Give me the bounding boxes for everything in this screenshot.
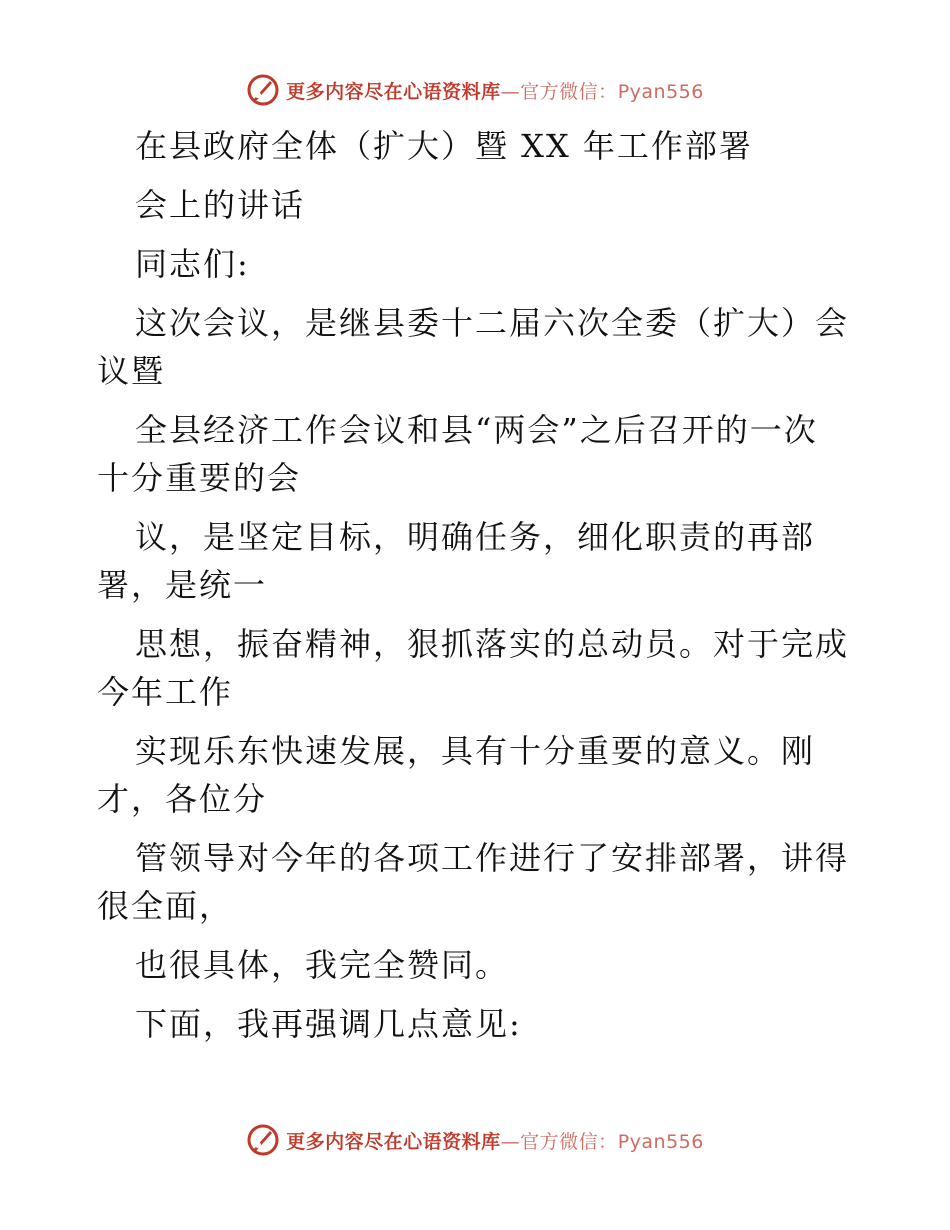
paragraph-line: 今年工作	[97, 673, 234, 711]
paragraph-line: 全县经济工作会议和县“两会”之后召开的一次	[135, 411, 818, 449]
paragraph-line: 这次会议，是继县委十二届六次全委（扩大）会	[135, 304, 850, 342]
document-body	[97, 122, 857, 1048]
paragraph-line: 才，各位分	[97, 780, 268, 818]
quill-circle-logo-icon	[246, 73, 280, 107]
footer-banner	[0, 1120, 950, 1160]
greeting: 同志们:	[135, 245, 250, 283]
document-title-line-1: 在县政府全体（扩大）暨 XX 年工作部署	[135, 127, 753, 165]
paragraph-line: 议，是坚定目标，明确任务，细化职责的再部	[135, 518, 816, 556]
quill-circle-logo-icon	[246, 1123, 280, 1157]
document-title-line-2: 会上的讲话	[135, 186, 306, 224]
header-banner	[0, 70, 950, 110]
banner-dash: —	[500, 1130, 521, 1153]
paragraph-line: 署，是统一	[97, 566, 268, 604]
banner-wechat-label: 官方微信：	[520, 80, 618, 103]
banner-wechat-label: 官方微信：	[520, 1130, 618, 1153]
paragraph-line: 很全面，	[97, 887, 234, 925]
banner-wechat-id: Pyan556	[617, 1130, 704, 1153]
paragraph-line: 议暨	[97, 352, 166, 390]
paragraph-line: 实现乐东快速发展，具有十分重要的意义。刚	[135, 732, 816, 770]
banner-text	[286, 1127, 704, 1154]
paragraph-line: 也很具体，我完全赞同。	[135, 946, 510, 984]
banner-wechat-id: Pyan556	[617, 80, 704, 103]
banner-text	[286, 77, 704, 104]
banner-main-text: 更多内容尽在心语资料库	[286, 1130, 501, 1153]
banner-dash: —	[500, 80, 521, 103]
paragraph-line: 下面，我再强调几点意见:	[135, 1005, 522, 1043]
paragraph-line: 思想，振奋精神，狠抓落实的总动员。对于完成	[135, 625, 850, 663]
paragraph-line: 十分重要的会	[97, 459, 302, 497]
paragraph-line: 管领导对今年的各项工作进行了安排部署，讲得	[135, 839, 850, 877]
banner-main-text: 更多内容尽在心语资料库	[286, 80, 501, 103]
